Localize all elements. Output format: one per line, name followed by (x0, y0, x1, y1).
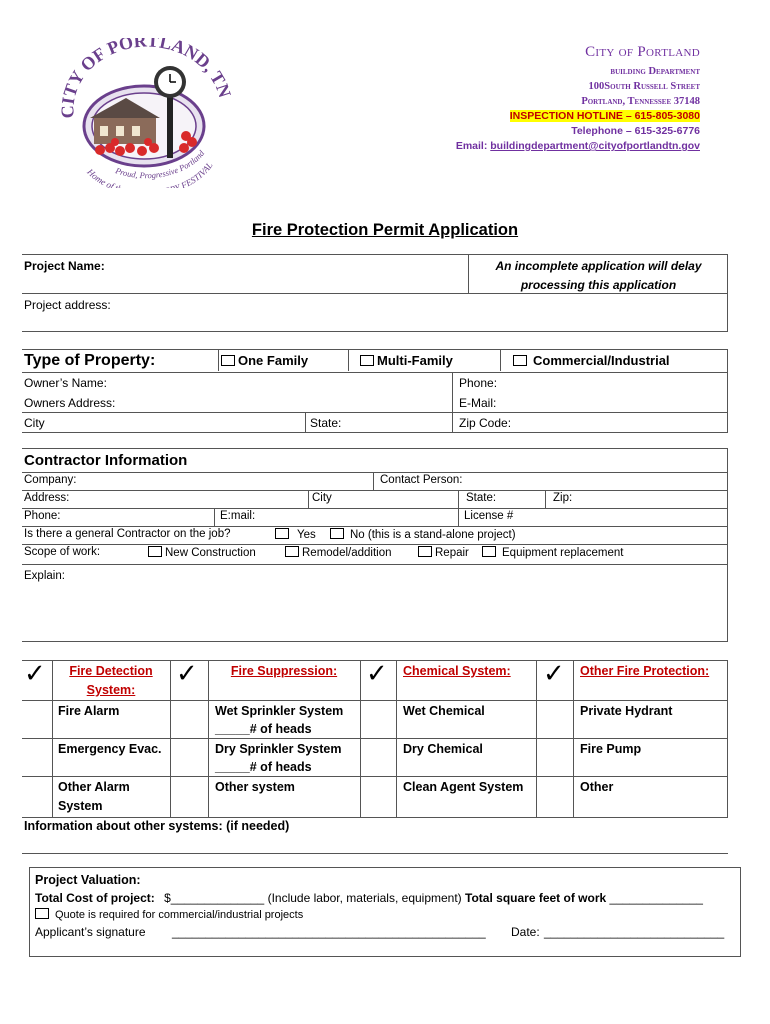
contact-person-label: Contact Person: (380, 474, 463, 486)
contractor-state-label: State: (466, 492, 497, 504)
suppression-check-icon[interactable]: ✓ (176, 659, 198, 689)
general-contractor-question: Is there a general Contractor on the job? (24, 528, 231, 540)
other-protection-heading: Other Fire Protection: (580, 664, 710, 678)
contractor-phone-label: Phone: (24, 510, 61, 522)
header-department: building Department (610, 66, 700, 77)
remodel-checkbox[interactable] (285, 546, 299, 557)
contractor-address-label: Address: (24, 492, 70, 504)
date-field[interactable]: ___________________________ (544, 925, 725, 939)
other-protection-check-icon[interactable]: ✓ (543, 659, 565, 689)
incomplete-notice-1: An incomplete application will delay (495, 259, 702, 273)
company-label: Company: (24, 474, 77, 486)
commercial-checkbox[interactable] (513, 355, 527, 366)
form-title: Fire Protection Permit Application (251, 221, 519, 239)
yes-label: Yes (297, 529, 316, 541)
email-link[interactable]: buildingdepartment@cityofportlandtn.gov (490, 140, 700, 152)
quote-checkbox[interactable] (35, 908, 49, 919)
fire-suppression-heading: Fire Suppression: (230, 664, 338, 678)
sqft-field[interactable]: ______________ (609, 891, 703, 905)
header-city-state: Portland, Tennessee 37148 (581, 96, 700, 107)
scope-equipment[interactable] (482, 546, 623, 559)
dry-sprinkler-item: Dry Sprinkler System (215, 742, 342, 756)
one-family-label: One Family (238, 353, 309, 368)
multi-family-checkbox[interactable] (360, 355, 374, 366)
explain-label: Explain: (24, 570, 65, 582)
clean-agent-item: Clean Agent System (403, 780, 524, 794)
scope-new-construction[interactable] (148, 546, 256, 559)
project-name-label: Project Name: (24, 259, 105, 273)
chemical-check-icon[interactable]: ✓ (366, 659, 388, 689)
fire-alarm-item: Fire Alarm (58, 704, 120, 718)
contractor-city-label: City (312, 492, 332, 504)
owner-state-label: State: (310, 416, 342, 430)
commercial-label: Commercial/Industrial (533, 353, 670, 368)
logo-tagline-2: Home of t Y FESTIVAL (85, 160, 215, 188)
emergency-evac-item: Emergency Evac. (58, 742, 162, 756)
total-cost-field[interactable]: $______________ (164, 891, 265, 905)
quote-note: Quote is required for commercial/industrial projects (55, 909, 304, 921)
dry-chemical-item: Dry Chemical (403, 742, 483, 756)
incomplete-notice-2: processing this application (520, 278, 677, 292)
contractor-zip-label: Zip: (553, 492, 573, 504)
other-item: Other (580, 780, 614, 794)
multi-family-label: Multi-Family (377, 353, 453, 368)
project-valuation-heading: Project Valuation: (35, 873, 141, 887)
one-family-checkbox[interactable] (221, 355, 235, 366)
yes-checkbox[interactable] (275, 528, 289, 539)
remodel-label: Remodel/addition (302, 547, 392, 559)
contractor-heading: Contractor Information (24, 452, 188, 469)
fire-pump-item: Fire Pump (580, 742, 642, 756)
contractor-email-label: E:mail: (220, 510, 256, 522)
new-construction-label: New Construction (165, 547, 256, 559)
other-alarm-item: Other Alarm (58, 780, 130, 794)
no-checkbox[interactable] (330, 528, 344, 539)
general-yes-option[interactable] (275, 528, 316, 541)
dry-heads-item: _____# of heads (215, 760, 312, 774)
wet-chemical-item: Wet Chemical (403, 704, 485, 718)
other-systems-info-label: Information about other systems: (if needed) (24, 819, 290, 833)
logo-city-name: TY OF PORTLAND, TN (60, 38, 235, 101)
sqft-label: Total square feet of work (465, 891, 607, 905)
equipment-checkbox[interactable] (482, 546, 496, 557)
owner-zip-label: Zip Code: (459, 416, 512, 430)
owner-email-label: E-Mail: (459, 396, 497, 410)
applicant-signature-label: Applicant’s signature (35, 925, 146, 939)
scope-repair[interactable] (418, 546, 469, 559)
option-commercial[interactable] (513, 353, 670, 368)
other-system-item: Other system (215, 780, 295, 794)
total-cost-label: Total Cost of project: (35, 891, 155, 905)
quote-option[interactable] (35, 908, 303, 921)
owner-name-label: Owner’s Name: (24, 376, 107, 390)
signature-field[interactable]: _______________________________________________ (172, 925, 486, 939)
include-note: (Include labor, materials, equipment) (267, 891, 462, 905)
project-name-field[interactable] (140, 256, 464, 290)
header-city: City of Portland (585, 44, 700, 60)
scope-remodel[interactable] (285, 546, 392, 559)
private-hydrant-item: Private Hydrant (580, 704, 673, 718)
inspection-hotline: INSPECTION HOTLINE – 615-805-3080 (509, 110, 700, 122)
city-logo (60, 38, 235, 188)
date-label: Date: (511, 925, 540, 939)
option-one-family[interactable] (221, 353, 308, 368)
project-address-field[interactable] (130, 296, 720, 328)
other-alarm-system-item: System (58, 799, 103, 813)
explain-field[interactable] (24, 586, 724, 638)
owner-phone-label: Phone: (459, 376, 498, 390)
fire-detection-heading-1: Fire Detection (69, 664, 153, 678)
owner-city-label: City (24, 416, 45, 430)
wet-sprinkler-item: Wet Sprinkler System (215, 704, 344, 718)
other-systems-info-field[interactable] (24, 836, 724, 852)
repair-checkbox[interactable] (418, 546, 432, 557)
new-construction-checkbox[interactable] (148, 546, 162, 557)
fire-detection-heading-2: System: (86, 683, 136, 697)
chemical-system-heading: Chemical System: (403, 664, 511, 678)
scope-label: Scope of work: (24, 546, 101, 558)
detection-check-icon[interactable]: ✓ (24, 659, 46, 689)
option-multi-family[interactable] (360, 353, 453, 368)
owners-address-label: Owners Address: (24, 396, 116, 410)
type-of-property-heading: Type of Property: (24, 352, 156, 369)
header-telephone: Telephone – 615-325-6776 (571, 125, 700, 137)
license-label: License # (464, 510, 514, 522)
logo-tagline-1: Proud, Progressive Portland (114, 148, 207, 181)
equipment-label: Equipment replacement (502, 547, 624, 559)
repair-label: Repair (435, 547, 469, 559)
header-address: 100South Russell Street (588, 81, 700, 92)
email-label: Email: (455, 140, 491, 152)
general-no-option[interactable] (330, 528, 516, 541)
no-label: No (this is a stand-alone project) (350, 529, 516, 541)
project-address-label: Project address: (24, 298, 111, 312)
wet-heads-item: _____# of heads (215, 722, 312, 736)
